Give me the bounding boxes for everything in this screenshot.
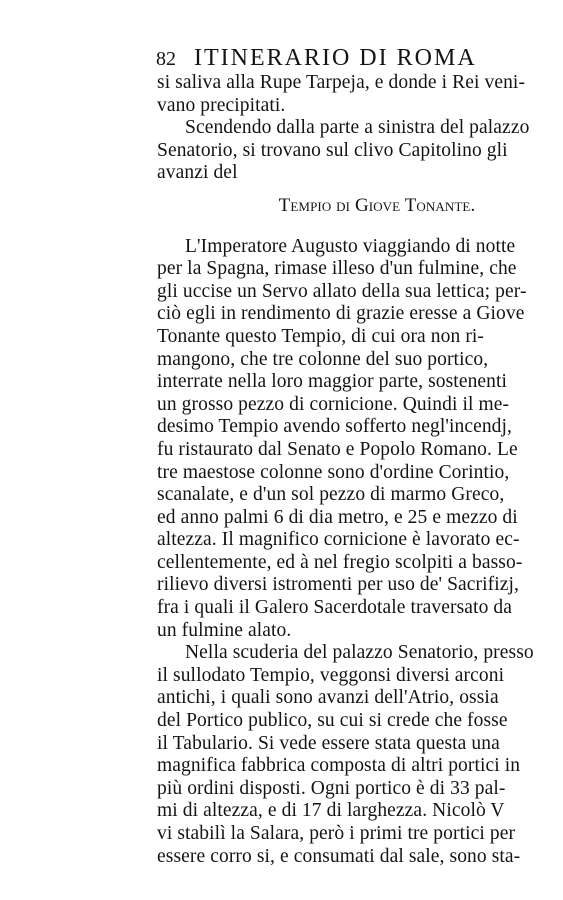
text-line: cellentemente, ed à nel fregio scolpiti a basso- <box>157 551 523 573</box>
text-line: fu ristaurato dal Senato e Popolo Romano. Le <box>157 438 518 460</box>
text-line: mi di altezza, e di 17 di larghezza. Nicolò V <box>157 800 505 822</box>
section-heading: Tempio di Giove Tonante. <box>278 194 476 216</box>
text-line: fra i quali il Galero Sacerdotale traversato da <box>157 597 512 619</box>
text-line: avanzi del <box>157 162 238 184</box>
text-line: rilievo diversi istromenti per uso de' Sacrifizj, <box>157 574 520 596</box>
text-line: vi stabilì la Salara, però i primi tre portici per <box>157 823 516 844</box>
text-line: mangono, che tre colonne del suo portico, <box>157 348 489 370</box>
text-line: il Tabulario. Si vede essere stata questa una <box>157 732 500 754</box>
text-line: il sullodato Tempio, veggonsi diversi arconi <box>157 664 505 686</box>
page-number: 82 <box>156 48 176 70</box>
text-line: altezza. Il magnifico cornicione è lavorato ec- <box>157 529 520 551</box>
text-line: magnifica fabbrica composta di altri portici in <box>157 755 521 777</box>
body-text <box>157 72 557 868</box>
text-line: desimo Tempio avendo sofferto negl'incendj, <box>157 416 513 438</box>
paragraph-start-line: Nella scuderia del palazzo Senatorio, presso <box>185 642 534 664</box>
text-line: ciò egli in rendimento di grazie eresse a Giove <box>157 303 525 325</box>
text-line: un fulmine alato. <box>157 619 292 641</box>
text-line: vano precipitati. <box>157 94 286 116</box>
text-line: più ordini disposti. Ogni portico è di 33 pal- <box>157 777 506 799</box>
text-line: del Portico publico, su cui si crede che fosse <box>157 710 508 732</box>
text-line: gli uccise un Servo allato della sua lettica; per- <box>157 280 527 302</box>
text-line: Senatorio, si trovano sul clivo Capitolino gli <box>157 139 508 161</box>
text-line: antichi, i quali sono avanzi dell'Atrio, ossia <box>157 687 499 709</box>
text-line: per la Spagna, rimase illeso d'un fulmine, che <box>157 258 517 280</box>
text-line: ed anno palmi 6 di dia metro, e 25 e mezzo di <box>157 506 518 528</box>
running-title: ITINERARIO DI ROMA <box>194 45 477 71</box>
text-line: si saliva alla Rupe Tarpeja, e donde i Rei veni- <box>157 72 526 93</box>
text-line: tre maestose colonne sono d'ordine Corintio, <box>157 461 510 483</box>
text-line: scanalate, e d'un sol pezzo di marmo Greco, <box>157 484 505 506</box>
text-line: interrate nella loro maggior parte, sostenenti <box>157 371 508 393</box>
paragraph-start-line: Scendendo dalla parte a sinistra del palazzo <box>185 117 530 139</box>
page-header <box>156 44 477 73</box>
text-line: essere corro si, e consumati dal sale, sono sta- <box>157 845 521 867</box>
text-line: Tonante questo Tempio, di cui ora non ri- <box>157 325 485 347</box>
text-line: un grosso pezzo di cornicione. Quindi il me- <box>157 393 510 415</box>
paragraph-start-line: L'Imperatore Augusto viaggiando di notte <box>185 235 516 257</box>
